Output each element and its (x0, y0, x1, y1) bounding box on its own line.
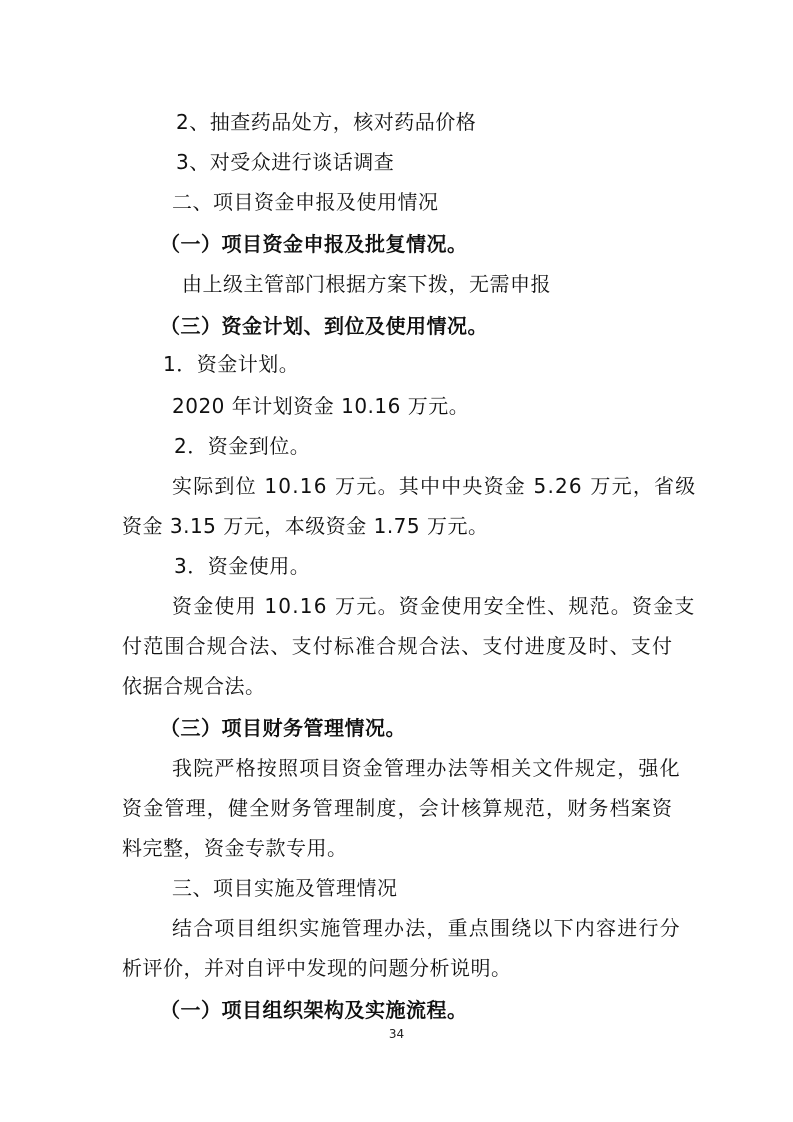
section-heading-3: 三、项目实施及管理情况 (172, 876, 398, 900)
subheading-funding-application: （一）项目资金申报及批复情况。 (160, 232, 468, 256)
section-heading-2: 二、项目资金申报及使用情况 (172, 190, 439, 214)
subheading-organization-structure: （一）项目组织架构及实施流程。 (160, 998, 468, 1022)
paragraph-fund-plan: 2020 年计划资金 10.16 万元。 (172, 394, 470, 418)
page-number: 34 (388, 1027, 405, 1041)
item-fund-use: 3．资金使用。 (174, 554, 311, 578)
item-fund-arrival: 2．资金到位。 (174, 434, 311, 458)
subheading-fund-plan: （三）资金计划、到位及使用情况。 (160, 314, 488, 338)
item-3-line: 3、对受众进行谈话调查 (176, 150, 395, 174)
item-2-line: 2、抽查药品处方，核对药品价格 (176, 110, 477, 134)
paragraph-fund-arrival-2: 资金 3.15 万元，本级资金 1.75 万元。 (122, 514, 489, 538)
paragraph-implementation-1: 结合项目组织实施管理办法，重点围绕以下内容进行分 (172, 916, 681, 940)
paragraph-fund-use-2: 付范围合规合法、支付标准合规合法、支付进度及时、支付 (122, 634, 674, 658)
paragraph-implementation-2: 析评价，并对自评中发现的问题分析说明。 (122, 956, 512, 980)
paragraph-fund-use-1: 资金使用 10.16 万元。资金使用安全性、规范。资金支 (172, 594, 696, 618)
paragraph-allocation: 由上级主管部门根据方案下拨，无需申报 (182, 272, 551, 296)
paragraph-financial-management-1: 我院严格按照项目资金管理办法等相关文件规定，强化 (172, 756, 681, 780)
paragraph-financial-management-2: 资金管理，健全财务管理制度，会计核算规范，财务档案资 (122, 796, 674, 820)
item-fund-plan: 1．资金计划。 (163, 352, 300, 376)
subheading-financial-management: （三）项目财务管理情况。 (160, 716, 406, 740)
paragraph-fund-arrival-1: 实际到位 10.16 万元。其中中央资金 5.26 万元，省级 (172, 474, 697, 498)
paragraph-financial-management-3: 料完整，资金专款专用。 (122, 836, 348, 860)
paragraph-fund-use-3: 依据合规合法。 (122, 674, 266, 698)
